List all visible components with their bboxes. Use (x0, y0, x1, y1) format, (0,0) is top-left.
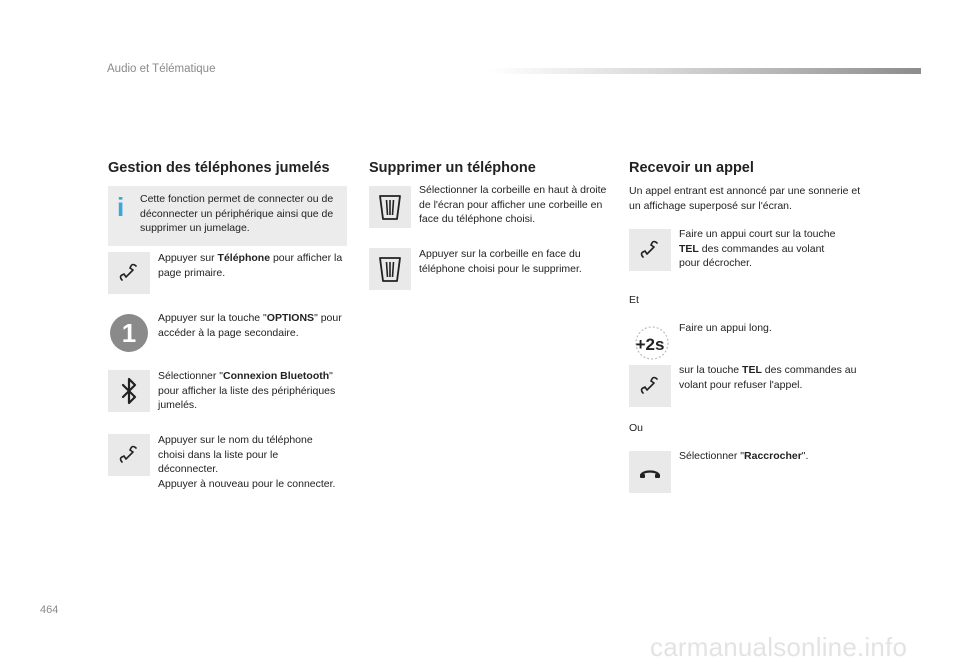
step-short-press: Faire un appui court sur la touche TEL des commandes au volant pour décrocher. (679, 228, 836, 269)
section-title-receive-call: Recevoir un appel (629, 160, 754, 176)
page-number: 464 (40, 604, 59, 616)
phone-icon (108, 252, 150, 294)
section-title-paired-phones: Gestion des téléphones jumelés (108, 160, 330, 176)
label-et: Et (629, 294, 639, 306)
info-icon: i (117, 192, 125, 222)
step-hang-up: Sélectionner "Raccrocher". (679, 450, 809, 462)
long-press-badge: +2s (635, 335, 665, 354)
trash-icon (369, 186, 411, 228)
step-delete-phone: Appuyer sur la corbeille en face du téléphone choisi pour le supprimer. (419, 248, 582, 275)
section-title-delete-phone: Supprimer un téléphone (369, 160, 536, 176)
step-bluetooth: Sélectionner "Connexion Bluetooth" pour afficher la liste des périphériques jumelés. (158, 370, 336, 411)
step-device-name: Appuyer sur le nom du téléphone choisi dans la liste pour le déconnecter. Appuyer à nouveau pour le connecter. (158, 434, 336, 490)
phone-icon (629, 229, 671, 271)
receive-intro: Un appel entrant est annoncé par une sonnerie et un affichage superposé sur l'écran. (629, 185, 861, 212)
phone-icon (629, 365, 671, 407)
step-options: Appuyer sur la touche "OPTIONS" pour accéder à la page secondaire. (158, 312, 342, 339)
long-press-icon (629, 322, 671, 364)
header-title: Audio et Télématique (107, 63, 216, 75)
label-ou: Ou (629, 422, 644, 434)
step-refuse-call: sur la touche TEL des commandes au volant pour refuser l'appel. (679, 364, 857, 391)
header-divider (488, 68, 921, 74)
info-text: Cette fonction permet de connecter ou de déconnecter un périphérique ainsi que de supprimer un jumelage. (140, 193, 334, 234)
watermark: carmanualsonline.info (650, 632, 908, 662)
phone-icon (108, 434, 150, 476)
step-long-press: Faire un appui long. (679, 322, 772, 334)
trash-icon (369, 248, 411, 290)
step-telephone: Appuyer sur Téléphone pour afficher la page primaire. (158, 252, 343, 279)
step-number-icon (108, 312, 150, 354)
step-number: 1 (121, 318, 137, 348)
hang-up-icon (629, 451, 671, 493)
step-select-trash: Sélectionner la corbeille en haut à droite de l'écran pour afficher une corbeille en face du téléphone choisi. (419, 184, 607, 225)
bluetooth-icon (108, 370, 150, 412)
info-box (108, 186, 347, 246)
